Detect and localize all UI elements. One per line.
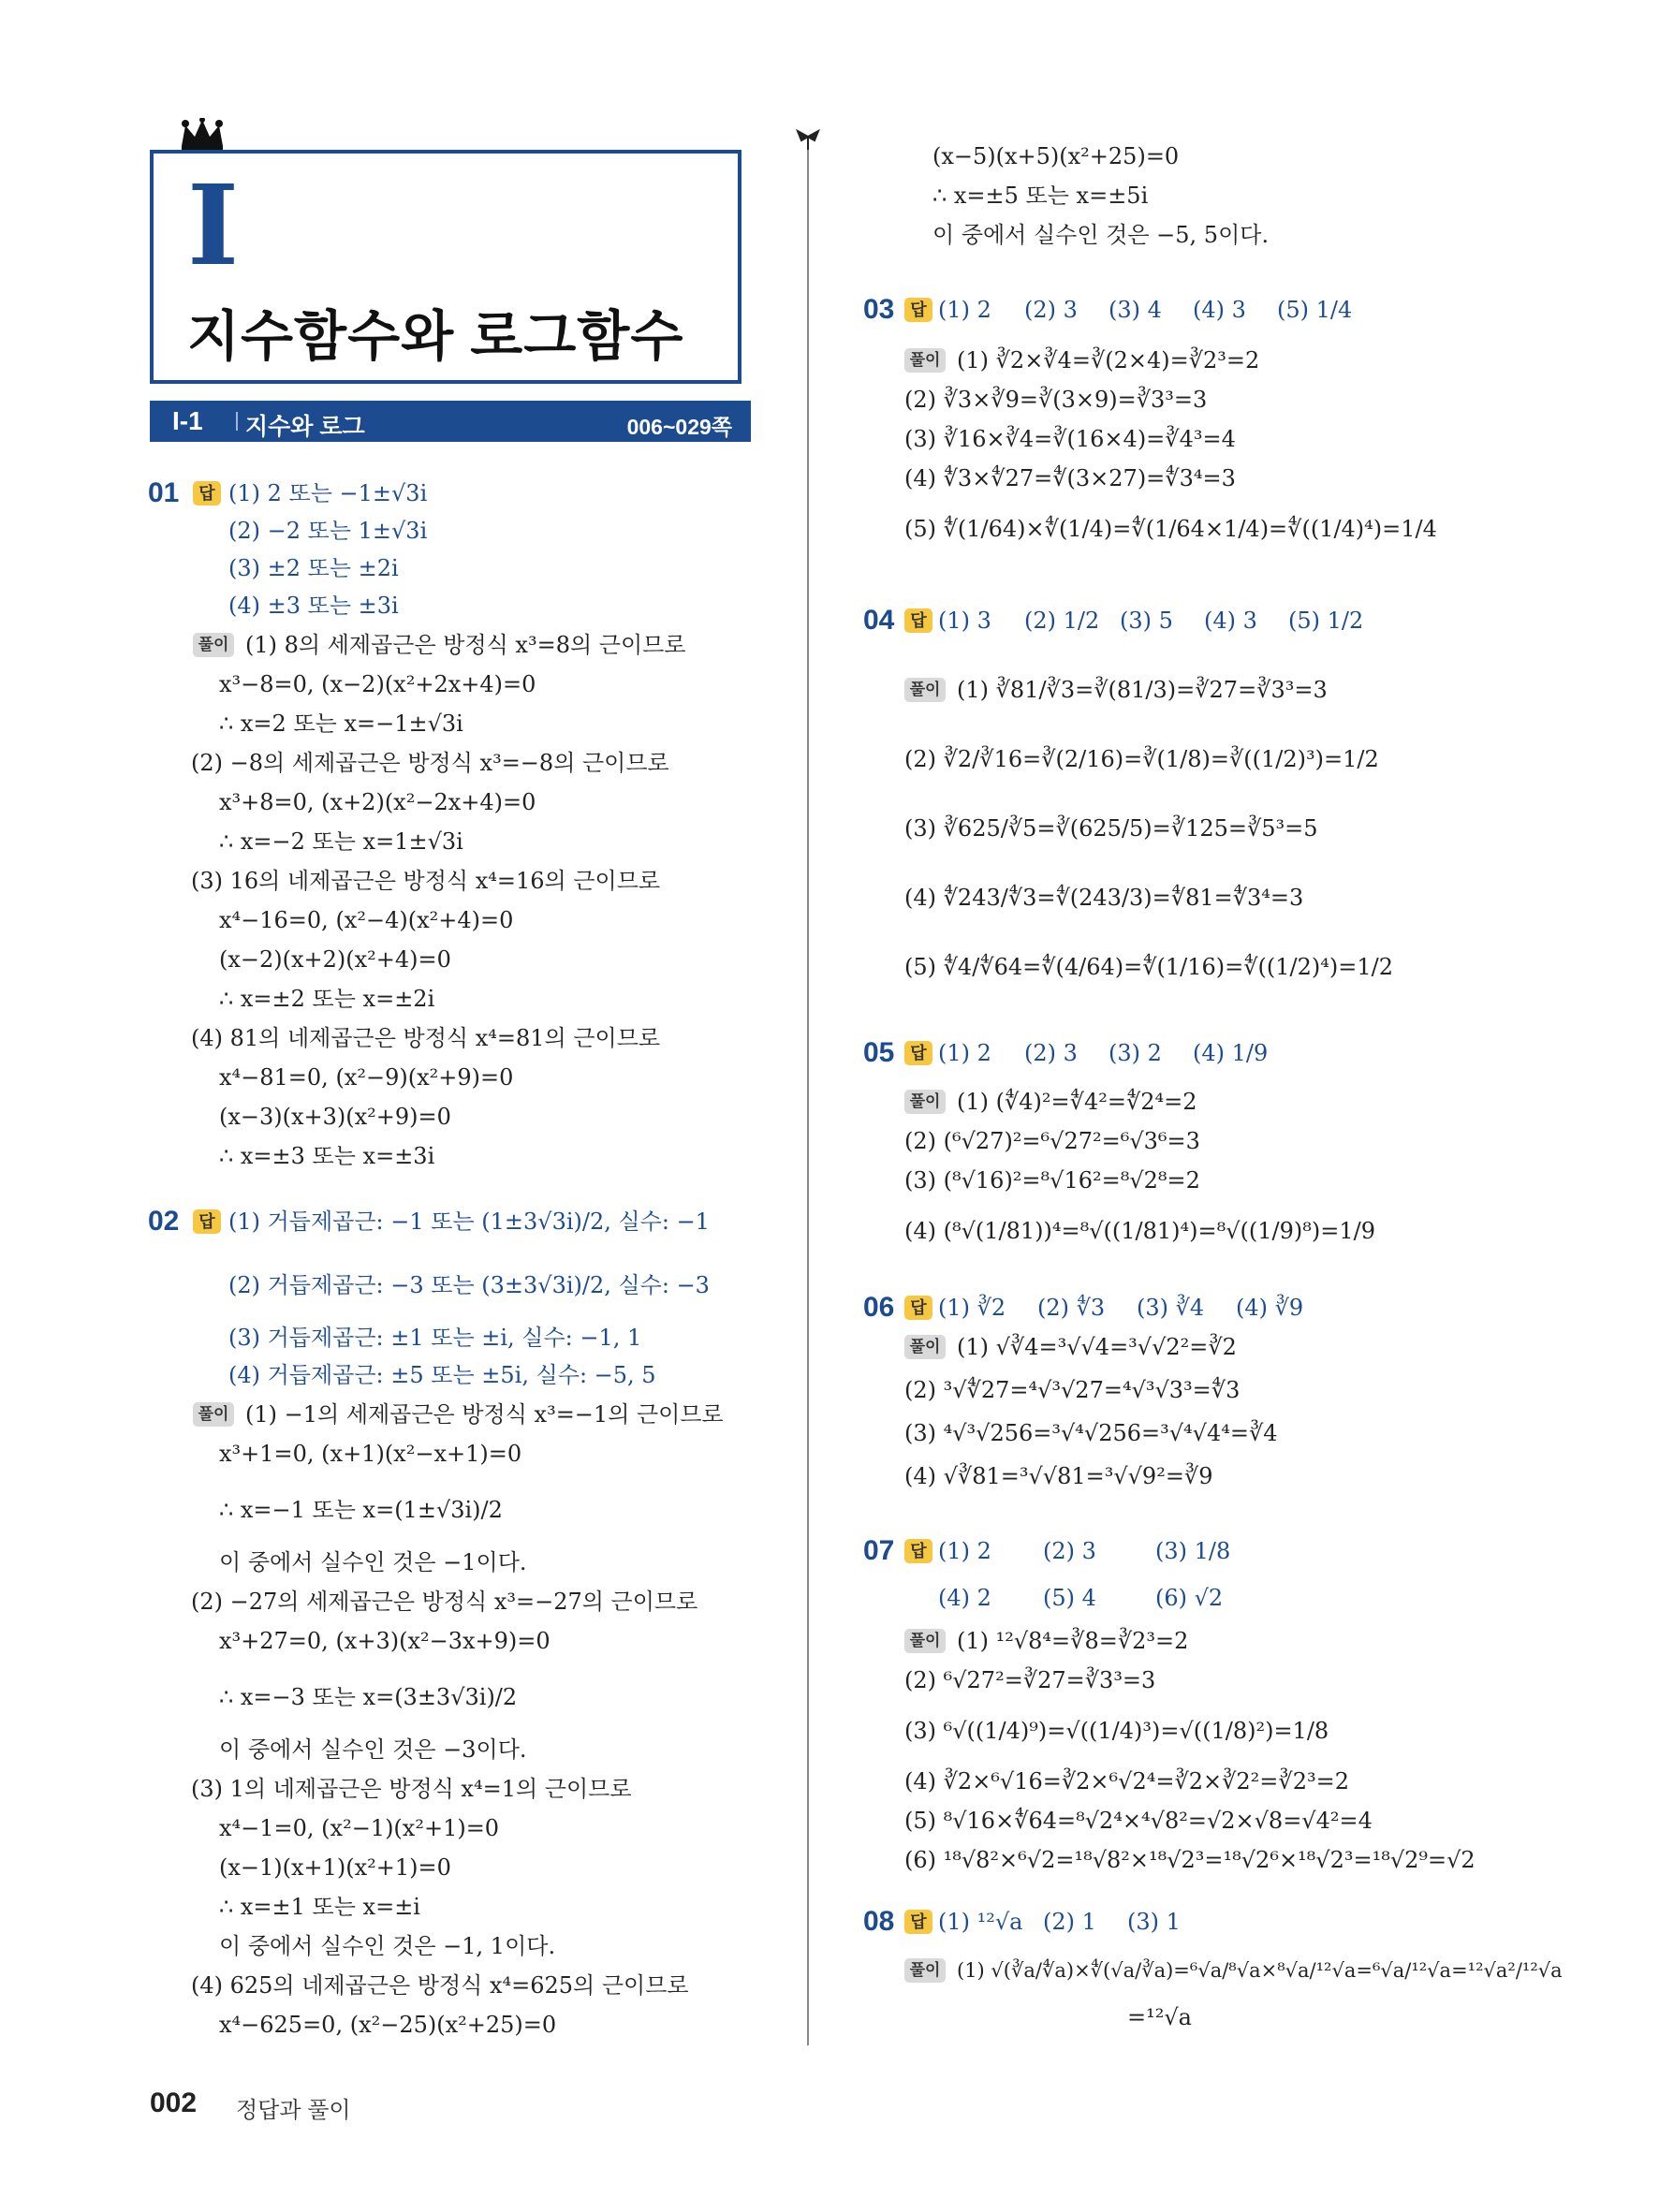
answer-item: (3) ∛4 [1137,1295,1205,1321]
solution-line: (x−1)(x+1)(x²+1)=0 [219,1854,451,1881]
solution-line: ∴ x=2 또는 x=−1±√3i [219,710,463,737]
solution-line: (x−3)(x+3)(x²+9)=0 [219,1104,451,1130]
answer-item: (1) 3 [938,608,991,634]
solution-line: (4) ∜243/∜3=∜(243/3)=∜81=∜3⁴=3 [904,885,1304,911]
answer-item: (4) 3 [1193,297,1246,323]
solution-line: 이 중에서 실수인 것은 −1, 1이다. [219,1933,556,1959]
answer-item: (4) ∛9 [1236,1295,1304,1321]
answer-item: (4) 1/9 [1193,1040,1269,1066]
solution-line: (4) 625의 네제곱근은 방정식 x⁴=625의 근이므로 [191,1972,689,1999]
answer-item: (3) 1/8 [1155,1538,1231,1564]
section-number: I-1 [172,406,203,435]
solution-tag: 풀이 [193,633,234,657]
solution-line: 이 중에서 실수인 것은 −1이다. [219,1549,527,1575]
solution-line: (1) ¹²√8⁴=∛8=∛2³=2 [957,1628,1189,1654]
answer-tag: 답 [904,1296,932,1320]
solution-line: (2) ⁶√27²=∛27=∛3³=3 [904,1667,1156,1693]
answer-tag: 답 [193,1209,221,1234]
problem-number: 05 [863,1037,895,1068]
answer-item: (4) 3 [1204,608,1257,634]
solution-line: (6) ¹⁸√8²×⁶√2=¹⁸√8²×¹⁸√2³=¹⁸√2⁶×¹⁸√2³=¹⁸√2⁹=√2 [904,1847,1475,1873]
answer-tag: 답 [904,298,932,322]
solution-tag: 풀이 [904,1335,946,1359]
solution-line: =¹²√a [1127,2004,1192,2030]
solution-tag: 풀이 [904,348,946,373]
solution-line: ∴ x=−2 또는 x=1±√3i [219,828,463,855]
answer-item: (1) ¹²√a [938,1909,1023,1935]
solution-line: (1) 8의 세제곱근은 방정식 x³=8의 근이므로 [245,632,686,658]
solution-line: (4) √∛81=³√√81=³√√9²=∛9 [904,1463,1213,1489]
answer-line: (3) 거듭제곱근: ±1 또는 ±i, 실수: −1, 1 [228,1325,642,1351]
answer-item: (2) ∜3 [1037,1295,1106,1321]
problem-number: 06 [863,1292,895,1323]
answer-item: (1) 2 [938,1538,991,1564]
answer-item: (2) 3 [1024,297,1078,323]
solution-line: x³+8=0, (x+2)(x²−2x+4)=0 [219,789,536,815]
solution-tag: 풀이 [904,678,946,702]
section-title: 지수와 로그 [245,414,365,440]
answer-tag: 답 [904,608,932,633]
solution-line: (3) ∛625/∛5=∛(625/5)=∛125=∛5³=5 [904,815,1318,842]
answer-line: (1) 2 또는 −1±√3i [228,480,428,506]
answer-item: (2) 1 [1043,1909,1096,1935]
solution-line: (1) (∜4)²=∜4²=∜2⁴=2 [957,1089,1197,1115]
answer-item: (5) 4 [1043,1585,1096,1611]
solution-line: (3) ∛16×∛4=∛(16×4)=∛4³=4 [904,426,1236,452]
chapter-number: I [187,160,240,290]
solution-line: (5) ∜(1/64)×∜(1/4)=∜(1/64×1/4)=∜((1/4)⁴)=1/4 [904,516,1437,542]
problem-number: 08 [863,1906,895,1937]
footer-label: 정답과 풀이 [236,2098,351,2123]
answer-tag: 답 [193,481,221,505]
crown-icon [180,118,225,152]
problem-number: 02 [148,1206,180,1237]
section-pages: 006~029쪽 [626,415,732,439]
answer-line: (3) ±2 또는 ±2i [228,555,399,581]
solution-line: (1) ∛2×∛4=∛(2×4)=∛2³=2 [957,347,1260,374]
answer-line: (2) −2 또는 1±√3i [228,518,428,544]
solution-line: ∴ x=±2 또는 x=±2i [219,986,435,1012]
solution-line: ∴ x=±5 또는 x=±5i [932,183,1149,209]
solution-tag: 풀이 [904,1090,946,1114]
solution-line: (3) ⁴√³√256=³√⁴√256=³√⁴√4⁴=∛4 [904,1420,1278,1446]
solution-line: x⁴−1=0, (x²−1)(x²+1)=0 [219,1815,500,1841]
answer-tag: 답 [904,1910,932,1934]
answer-item: (3) 4 [1108,297,1162,323]
problem-number: 07 [863,1535,895,1566]
solution-line: (1) −1의 세제곱근은 방정식 x³=−1의 근이므로 [245,1401,724,1428]
solution-line: (2) −8의 세제곱근은 방정식 x³=−8의 근이므로 [191,750,669,776]
problem-number: 03 [863,294,895,325]
solution-line: x³−8=0, (x−2)(x²+2x+4)=0 [219,671,536,697]
answer-tag: 답 [904,1539,932,1563]
chapter-title: 지수함수와 로그함수 [187,306,684,367]
solution-line: (4) 81의 네제곱근은 방정식 x⁴=81의 근이므로 [191,1025,661,1051]
solution-line: (5) ∜4/∜64=∜(4/64)=∜(1/16)=∜((1/2)⁴)=1/2 [904,954,1393,980]
answer-item: (1) 2 [938,297,991,323]
solution-line: (4) ∛2×⁶√16=∛2×⁶√2⁴=∛2×∛2²=∛2³=2 [904,1768,1349,1795]
answer-item: (3) 1 [1127,1909,1181,1935]
answer-item: (3) 5 [1120,608,1173,634]
answer-item: (5) 1/4 [1277,297,1353,323]
solution-line: (2) ∛2/∛16=∛(2/16)=∛(1/8)=∛((1/2)³)=1/2 [904,746,1379,772]
section-bar [150,401,751,442]
solution-tag: 풀이 [193,1402,234,1427]
answer-line: (4) 거듭제곱근: ±5 또는 ±5i, 실수: −5, 5 [228,1362,656,1388]
solution-line: x⁴−625=0, (x²−25)(x²+25)=0 [219,2012,557,2038]
solution-line: x⁴−16=0, (x²−4)(x²+4)=0 [219,907,514,933]
solution-line: (2) −27의 세제곱근은 방정식 x³=−27의 근이므로 [191,1589,698,1615]
solution-line: (4) (⁸√(1/81))⁴=⁸√((1/81)⁴)=⁸√((1/9)⁸)=1/9 [904,1218,1375,1244]
solution-line: (1) √∛4=³√√4=³√√2²=∛2 [957,1334,1237,1360]
solution-line: (4) ∜3×∜27=∜(3×27)=∜3⁴=3 [904,465,1236,491]
solution-tag: 풀이 [904,1629,946,1653]
solution-line: ∴ x=±1 또는 x=±i [219,1894,420,1920]
solution-line: (1) ∛81/∛3=∛(81/3)=∛27=∛3³=3 [957,677,1328,703]
solution-line: ∴ x=±3 또는 x=±3i [219,1143,435,1169]
answer-line: (2) 거듭제곱근: −3 또는 (3±3√3i)/2, 실수: −3 [228,1272,710,1298]
solution-line: 이 중에서 실수인 것은 −3이다. [219,1736,527,1763]
solution-tag: 풀이 [904,1958,946,1983]
solution-line: 이 중에서 실수인 것은 −5, 5이다. [932,222,1270,248]
answer-item: (1) 2 [938,1040,991,1066]
answer-tag: 답 [904,1041,932,1065]
solution-line: x⁴−81=0, (x²−9)(x²+9)=0 [219,1064,514,1091]
column-divider [807,150,809,2045]
solution-line: (3) 16의 네제곱근은 방정식 x⁴=16의 근이므로 [191,868,661,894]
answer-line: (4) ±3 또는 ±3i [228,593,399,619]
solution-line: (3) 1의 네제곱근은 방정식 x⁴=1의 근이므로 [191,1776,632,1802]
solution-line: x³+27=0, (x+3)(x²−3x+9)=0 [219,1628,551,1654]
answer-item: (2) 3 [1024,1040,1078,1066]
solution-line: (2) ∛3×∛9=∛(3×9)=∛3³=3 [904,387,1208,413]
solution-line: ∴ x=−3 또는 x=(3±3√3i)/2 [219,1684,518,1710]
answer-item: (2) 1/2 [1024,608,1100,634]
solution-line: (3) (⁸√16)²=⁸√16²=⁸√2⁸=2 [904,1167,1200,1194]
answer-item: (5) 1/2 [1288,608,1364,634]
solution-line: (5) ⁸√16×∜64=⁸√2⁴×⁴√8²=√2×√8=√4²=4 [904,1808,1373,1834]
solution-line: (1) √(∛a/∜a)×∜(√a/∛a)=⁶√a/⁸√a×⁸√a/¹²√a=⁶√a/¹²√a=¹²√a²/¹²√a [957,1959,1563,1982]
solution-line: (2) (⁶√27)²=⁶√27²=⁶√3⁶=3 [904,1128,1200,1154]
solution-line: (3) ⁶√((1/4)⁹)=√((1/4)³)=√((1/8)²)=1/8 [904,1718,1329,1744]
answer-line: (1) 거듭제곱근: −1 또는 (1±3√3i)/2, 실수: −1 [228,1209,710,1235]
answer-item: (1) ∛2 [938,1295,1006,1321]
solution-line: (x−2)(x+2)(x²+4)=0 [219,946,451,973]
solution-line: ∴ x=−1 또는 x=(1±√3i)/2 [219,1497,503,1523]
solution-line: (2) ³√∜27=⁴√³√27=⁴√³√3³=∜3 [904,1377,1241,1403]
section-separator [236,412,238,431]
answer-item: (4) 2 [938,1585,991,1611]
problem-number: 04 [863,605,895,636]
answer-item: (3) 2 [1108,1040,1162,1066]
solution-line: (x−5)(x+5)(x²+25)=0 [932,143,1180,169]
problem-number: 01 [148,477,180,508]
solution-line: x³+1=0, (x+1)(x²−x+1)=0 [219,1441,522,1467]
answer-item: (6) √2 [1155,1585,1224,1611]
answer-item: (2) 3 [1043,1538,1096,1564]
chapter-box [150,150,741,384]
page-number: 002 [150,2087,198,2118]
